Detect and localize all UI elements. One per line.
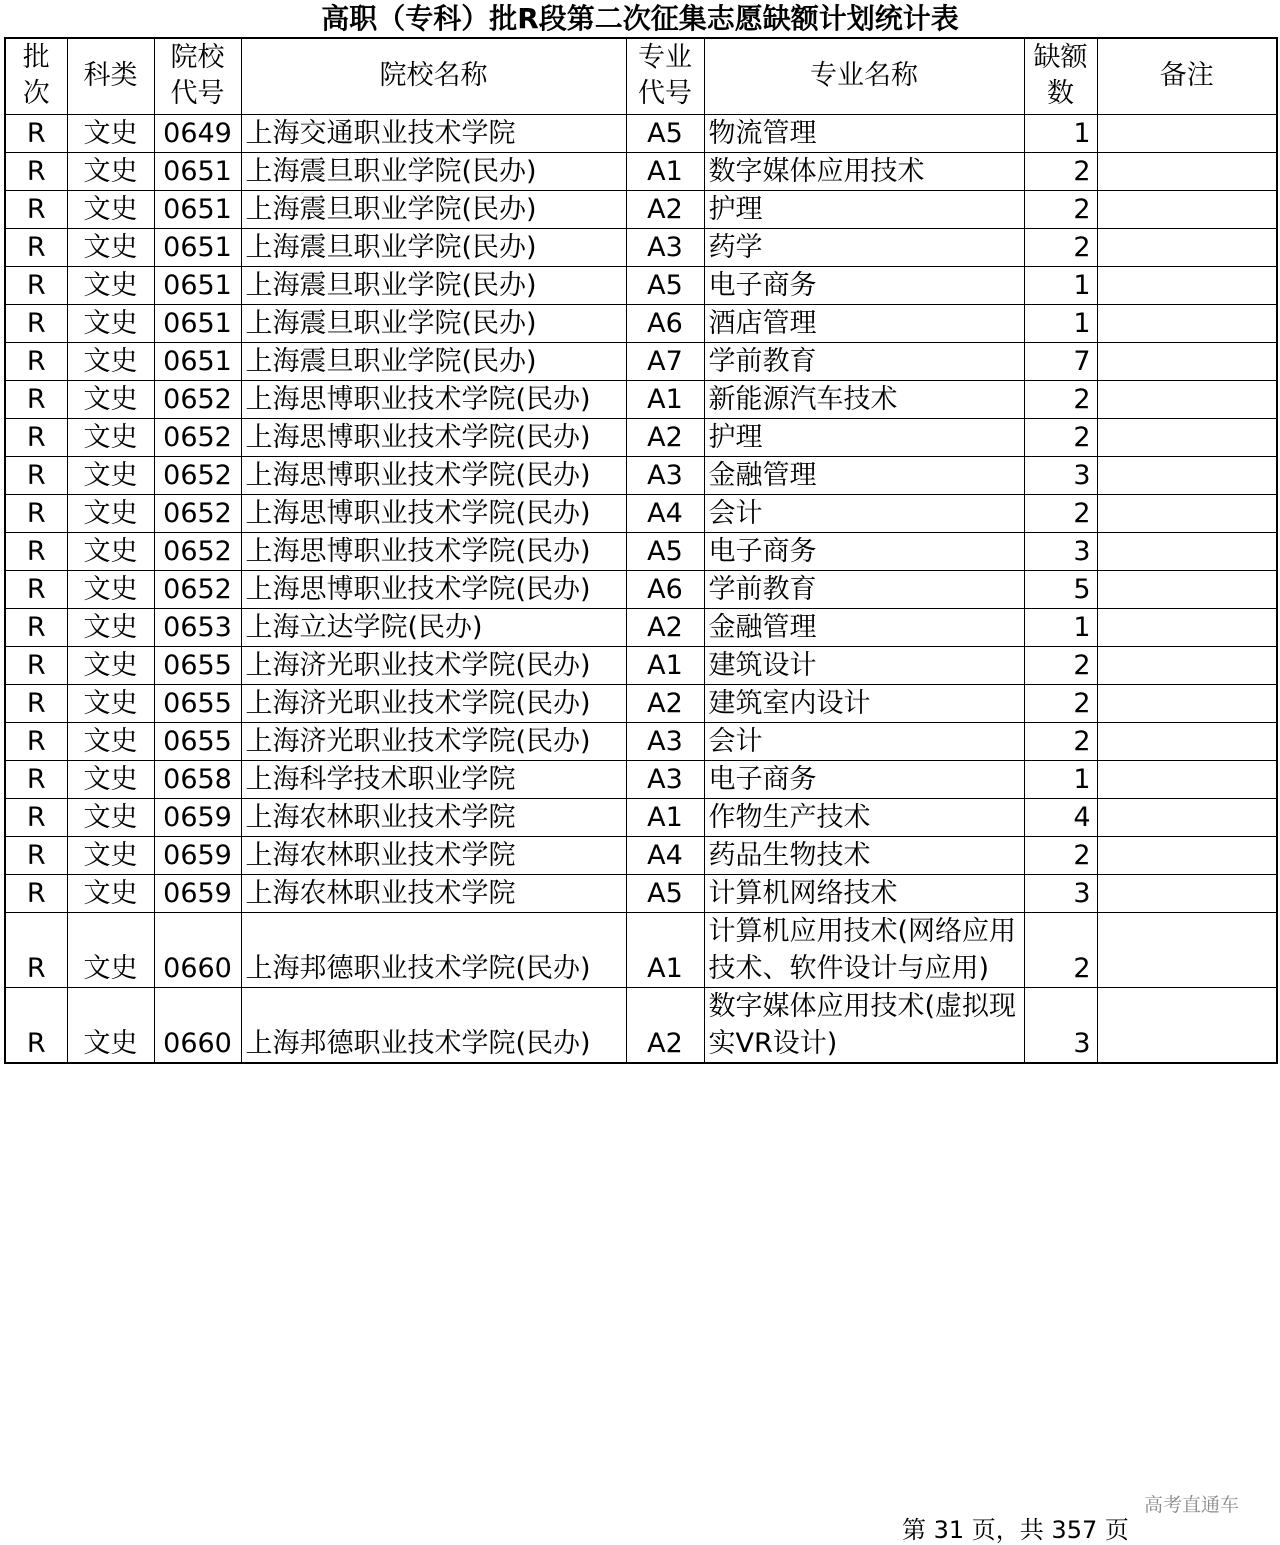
major-code-cell: A1: [626, 152, 704, 190]
vacancy-cell: 1: [1024, 266, 1097, 304]
batch-cell: R: [5, 608, 67, 646]
table-row: [5, 798, 1277, 836]
major-code-cell: A1: [626, 912, 704, 987]
school-name-cell: 上海立达学院(民办): [241, 608, 626, 646]
school-name-cell: 上海济光职业技术学院(民办): [241, 722, 626, 760]
table-row: [5, 760, 1277, 798]
major-name-cell: 金融管理: [704, 608, 1024, 646]
table-row: [5, 380, 1277, 418]
school-name-cell: 上海思博职业技术学院(民办): [241, 380, 626, 418]
major-code-cell: A3: [626, 228, 704, 266]
header-category: 科类: [67, 38, 154, 114]
major-name-cell: 护理: [704, 190, 1024, 228]
major-code-cell: A6: [626, 304, 704, 342]
note-cell: [1097, 798, 1277, 836]
school-name-cell: 上海震旦职业学院(民办): [241, 266, 626, 304]
vacancy-cell: 2: [1024, 152, 1097, 190]
school-name-cell: 上海农林职业技术学院: [241, 836, 626, 874]
category-cell: 文史: [67, 190, 154, 228]
school-code-cell: 0651: [154, 190, 241, 228]
table-row: [5, 114, 1277, 152]
school-code-cell: 0652: [154, 570, 241, 608]
category-cell: 文史: [67, 380, 154, 418]
header-note: 备注: [1097, 38, 1277, 114]
major-code-cell: A2: [626, 684, 704, 722]
major-code-cell: A3: [626, 456, 704, 494]
major-name-cell: 建筑室内设计: [704, 684, 1024, 722]
category-cell: 文史: [67, 152, 154, 190]
school-name-cell: 上海思博职业技术学院(民办): [241, 532, 626, 570]
school-code-cell: 0652: [154, 532, 241, 570]
category-cell: 文史: [67, 874, 154, 912]
school-name-cell: 上海交通职业技术学院: [241, 114, 626, 152]
category-cell: 文史: [67, 532, 154, 570]
batch-cell: R: [5, 532, 67, 570]
school-name-cell: 上海思博职业技术学院(民办): [241, 570, 626, 608]
school-code-cell: 0658: [154, 760, 241, 798]
category-cell: 文史: [67, 114, 154, 152]
school-name-cell: 上海济光职业技术学院(民办): [241, 646, 626, 684]
major-code-cell: A5: [626, 874, 704, 912]
school-name-cell: 上海农林职业技术学院: [241, 874, 626, 912]
school-code-cell: 0652: [154, 456, 241, 494]
category-cell: 文史: [67, 418, 154, 456]
major-code-cell: A2: [626, 987, 704, 1063]
category-cell: 文史: [67, 987, 154, 1063]
major-name-cell: 数字媒体应用技术(虚拟现实VR设计): [704, 987, 1024, 1063]
major-name-cell: 数字媒体应用技术: [704, 152, 1024, 190]
school-code-cell: 0659: [154, 874, 241, 912]
school-code-cell: 0651: [154, 342, 241, 380]
batch-cell: R: [5, 646, 67, 684]
major-name-cell: 建筑设计: [704, 646, 1024, 684]
note-cell: [1097, 874, 1277, 912]
vacancy-cell: 2: [1024, 228, 1097, 266]
school-name-cell: 上海震旦职业学院(民办): [241, 228, 626, 266]
major-code-cell: A6: [626, 570, 704, 608]
school-code-cell: 0652: [154, 418, 241, 456]
batch-cell: R: [5, 912, 67, 987]
school-code-cell: 0653: [154, 608, 241, 646]
vacancy-cell: 3: [1024, 456, 1097, 494]
batch-cell: R: [5, 342, 67, 380]
table-row: [5, 494, 1277, 532]
school-code-cell: 0651: [154, 228, 241, 266]
major-name-cell: 学前教育: [704, 342, 1024, 380]
note-cell: [1097, 760, 1277, 798]
category-cell: 文史: [67, 836, 154, 874]
major-code-cell: A5: [626, 114, 704, 152]
vacancy-cell: 5: [1024, 570, 1097, 608]
page-title: 高职（专科）批R段第二次征集志愿缺额计划统计表: [321, 2, 959, 35]
vacancy-cell: 1: [1024, 760, 1097, 798]
category-cell: 文史: [67, 494, 154, 532]
table-row: [5, 836, 1277, 874]
major-name-cell: 计算机应用技术(网络应用技术、软件设计与应用): [704, 912, 1024, 987]
major-name-cell: 电子商务: [704, 532, 1024, 570]
major-code-cell: A3: [626, 760, 704, 798]
school-name-cell: 上海农林职业技术学院: [241, 798, 626, 836]
table-row: [5, 304, 1277, 342]
school-code-cell: 0652: [154, 494, 241, 532]
table-row: [5, 987, 1277, 1063]
table-row: [5, 418, 1277, 456]
batch-cell: R: [5, 380, 67, 418]
major-name-cell: 物流管理: [704, 114, 1024, 152]
table-row: [5, 874, 1277, 912]
note-cell: [1097, 532, 1277, 570]
vacancy-cell: 2: [1024, 722, 1097, 760]
vacancy-cell: 1: [1024, 608, 1097, 646]
batch-cell: R: [5, 987, 67, 1063]
batch-cell: R: [5, 722, 67, 760]
vacancy-cell: 2: [1024, 912, 1097, 987]
vacancy-cell: 2: [1024, 190, 1097, 228]
note-cell: [1097, 684, 1277, 722]
note-cell: [1097, 722, 1277, 760]
note-cell: [1097, 608, 1277, 646]
major-code-cell: A1: [626, 380, 704, 418]
vacancy-cell: 7: [1024, 342, 1097, 380]
category-cell: 文史: [67, 684, 154, 722]
major-name-cell: 药学: [704, 228, 1024, 266]
major-code-cell: A5: [626, 266, 704, 304]
note-cell: [1097, 228, 1277, 266]
table-row: [5, 152, 1277, 190]
note-cell: [1097, 304, 1277, 342]
batch-cell: R: [5, 570, 67, 608]
category-cell: 文史: [67, 722, 154, 760]
major-name-cell: 电子商务: [704, 760, 1024, 798]
batch-cell: R: [5, 304, 67, 342]
school-code-cell: 0651: [154, 266, 241, 304]
category-cell: 文史: [67, 266, 154, 304]
note-cell: [1097, 266, 1277, 304]
vacancy-cell: 1: [1024, 114, 1097, 152]
vacancy-cell: 2: [1024, 836, 1097, 874]
header-school-code: 院校代号: [154, 38, 241, 114]
major-code-cell: A2: [626, 190, 704, 228]
table-row: [5, 570, 1277, 608]
major-code-cell: A4: [626, 494, 704, 532]
school-code-cell: 0651: [154, 304, 241, 342]
school-name-cell: 上海震旦职业学院(民办): [241, 342, 626, 380]
note-cell: [1097, 912, 1277, 987]
note-cell: [1097, 380, 1277, 418]
header-row: [5, 38, 1277, 114]
table-row: [5, 684, 1277, 722]
vacancy-cell: 4: [1024, 798, 1097, 836]
school-name-cell: 上海邦德职业技术学院(民办): [241, 912, 626, 987]
category-cell: 文史: [67, 304, 154, 342]
school-name-cell: 上海思博职业技术学院(民办): [241, 494, 626, 532]
category-cell: 文史: [67, 570, 154, 608]
batch-cell: R: [5, 114, 67, 152]
vacancy-cell: 3: [1024, 987, 1097, 1063]
major-name-cell: 学前教育: [704, 570, 1024, 608]
school-code-cell: 0659: [154, 798, 241, 836]
table-row: [5, 190, 1277, 228]
table-row: [5, 342, 1277, 380]
school-name-cell: 上海震旦职业学院(民办): [241, 190, 626, 228]
note-cell: [1097, 987, 1277, 1063]
major-code-cell: A2: [626, 418, 704, 456]
note-cell: [1097, 342, 1277, 380]
major-name-cell: 酒店管理: [704, 304, 1024, 342]
note-cell: [1097, 456, 1277, 494]
batch-cell: R: [5, 266, 67, 304]
table-row: [5, 608, 1277, 646]
note-cell: [1097, 152, 1277, 190]
category-cell: 文史: [67, 228, 154, 266]
major-name-cell: 会计: [704, 722, 1024, 760]
vacancy-cell: 2: [1024, 646, 1097, 684]
category-cell: 文史: [67, 456, 154, 494]
school-code-cell: 0649: [154, 114, 241, 152]
header-school-name: 院校名称: [241, 38, 626, 114]
vacancy-cell: 2: [1024, 418, 1097, 456]
major-code-cell: A5: [626, 532, 704, 570]
major-name-cell: 金融管理: [704, 456, 1024, 494]
major-code-cell: A4: [626, 836, 704, 874]
school-code-cell: 0652: [154, 380, 241, 418]
batch-cell: R: [5, 836, 67, 874]
header-vacancy: 缺额数: [1024, 38, 1097, 114]
school-code-cell: 0655: [154, 684, 241, 722]
batch-cell: R: [5, 798, 67, 836]
major-code-cell: A3: [626, 722, 704, 760]
batch-cell: R: [5, 684, 67, 722]
major-name-cell: 护理: [704, 418, 1024, 456]
page-number: 第 31 页，共 357 页: [902, 1516, 1129, 1544]
major-name-cell: 会计: [704, 494, 1024, 532]
note-cell: [1097, 836, 1277, 874]
category-cell: 文史: [67, 646, 154, 684]
table-row: [5, 912, 1277, 987]
category-cell: 文史: [67, 798, 154, 836]
school-name-cell: 上海济光职业技术学院(民办): [241, 684, 626, 722]
note-cell: [1097, 494, 1277, 532]
vacancy-cell: 3: [1024, 874, 1097, 912]
category-cell: 文史: [67, 342, 154, 380]
batch-cell: R: [5, 874, 67, 912]
table-row: [5, 456, 1277, 494]
note-cell: [1097, 646, 1277, 684]
major-code-cell: A2: [626, 608, 704, 646]
school-code-cell: 0655: [154, 646, 241, 684]
school-name-cell: 上海思博职业技术学院(民办): [241, 418, 626, 456]
table-row: [5, 722, 1277, 760]
vacancy-table: [4, 37, 1278, 1064]
header-major-name: 专业名称: [704, 38, 1024, 114]
watermark: 高考直通车: [1144, 1494, 1240, 1516]
table-row: [5, 228, 1277, 266]
major-code-cell: A1: [626, 798, 704, 836]
table-row: [5, 266, 1277, 304]
school-name-cell: 上海震旦职业学院(民办): [241, 152, 626, 190]
school-code-cell: 0659: [154, 836, 241, 874]
major-name-cell: 新能源汽车技术: [704, 380, 1024, 418]
header-major-code: 专业代号: [626, 38, 704, 114]
school-code-cell: 0660: [154, 912, 241, 987]
school-code-cell: 0660: [154, 987, 241, 1063]
major-name-cell: 计算机网络技术: [704, 874, 1024, 912]
school-code-cell: 0651: [154, 152, 241, 190]
batch-cell: R: [5, 494, 67, 532]
header-batch: 批次: [5, 38, 67, 114]
note-cell: [1097, 570, 1277, 608]
batch-cell: R: [5, 190, 67, 228]
major-name-cell: 电子商务: [704, 266, 1024, 304]
school-name-cell: 上海邦德职业技术学院(民办): [241, 987, 626, 1063]
note-cell: [1097, 114, 1277, 152]
batch-cell: R: [5, 456, 67, 494]
batch-cell: R: [5, 760, 67, 798]
major-name-cell: 作物生产技术: [704, 798, 1024, 836]
major-name-cell: 药品生物技术: [704, 836, 1024, 874]
category-cell: 文史: [67, 608, 154, 646]
note-cell: [1097, 190, 1277, 228]
vacancy-cell: 2: [1024, 494, 1097, 532]
vacancy-cell: 2: [1024, 380, 1097, 418]
table-row: [5, 646, 1277, 684]
category-cell: 文史: [67, 912, 154, 987]
category-cell: 文史: [67, 760, 154, 798]
table-row: [5, 532, 1277, 570]
vacancy-cell: 3: [1024, 532, 1097, 570]
vacancy-cell: 1: [1024, 304, 1097, 342]
vacancy-cell: 2: [1024, 684, 1097, 722]
school-name-cell: 上海思博职业技术学院(民办): [241, 456, 626, 494]
school-name-cell: 上海震旦职业学院(民办): [241, 304, 626, 342]
school-code-cell: 0655: [154, 722, 241, 760]
major-code-cell: A7: [626, 342, 704, 380]
school-name-cell: 上海科学技术职业学院: [241, 760, 626, 798]
batch-cell: R: [5, 152, 67, 190]
note-cell: [1097, 418, 1277, 456]
batch-cell: R: [5, 418, 67, 456]
batch-cell: R: [5, 228, 67, 266]
major-code-cell: A1: [626, 646, 704, 684]
